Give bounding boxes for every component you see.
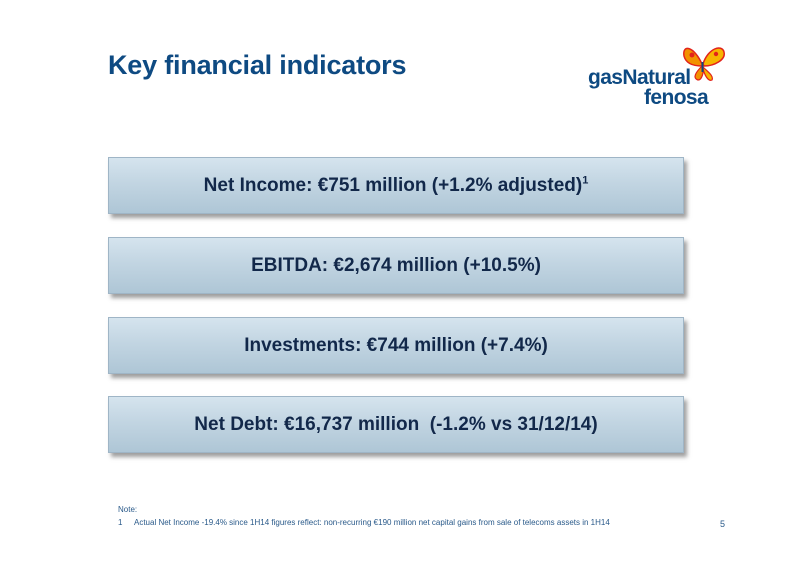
- logo-text-fenosa: fenosa: [644, 86, 709, 109]
- footnote-text: Actual Net Income -19.4% since 1H14 figures reflect: non-recurring €190 million net capital gains from sale of telecoms assets in 1H14: [134, 518, 610, 527]
- note-heading: Note:: [118, 505, 138, 514]
- logo-text-gasnatural: gasNatural: [588, 66, 691, 89]
- gas-natural-fenosa-logo: [588, 42, 728, 112]
- page-title: Key financial indicators: [108, 50, 407, 80]
- footnote-marker: 1: [582, 174, 589, 187]
- ebitda-indicator: [108, 237, 684, 294]
- page-number: 5: [720, 519, 726, 529]
- ebitda-text: EBITDA: €2,674 million (+10.5%): [251, 254, 541, 276]
- net-income-text: Net Income: €751 million (+1.2% adjusted)$^1$: [203, 174, 589, 196]
- footnote-number: 1: [118, 518, 123, 527]
- net-debt-indicator: [108, 396, 684, 453]
- investments-text: Investments: €744 million (+7.4%): [244, 334, 548, 356]
- net-debt-text: Net Debt: €16,737 million (-1.2% vs 31/12/14): [194, 413, 598, 435]
- net-income-indicator: [108, 157, 684, 214]
- butterfly-icon: [680, 42, 728, 82]
- investments-indicator: [108, 317, 684, 374]
